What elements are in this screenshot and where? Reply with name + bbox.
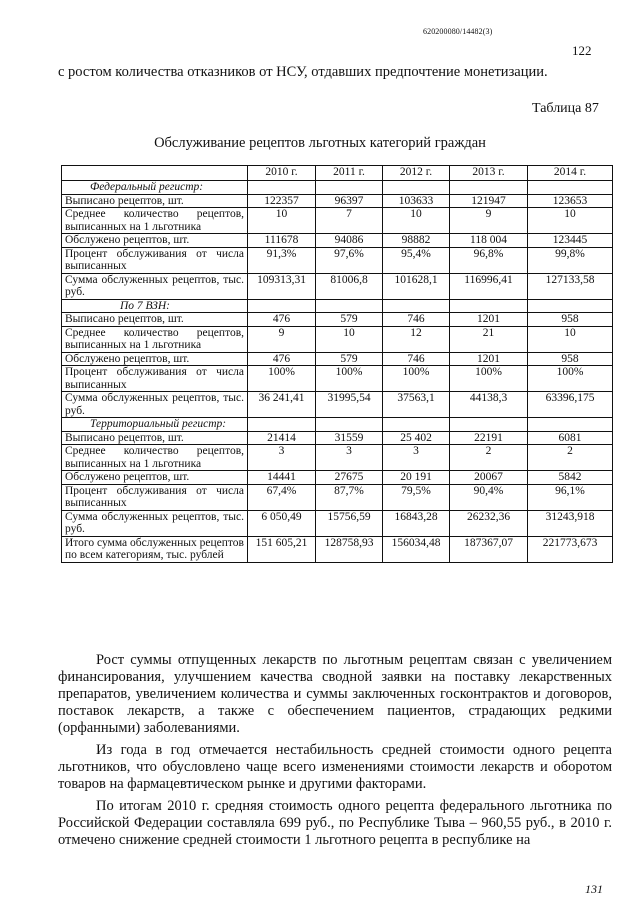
total-value-cell: 151 605,21	[248, 536, 316, 562]
value-cell: 100%	[316, 366, 383, 392]
table-row	[62, 234, 613, 248]
value-cell: 96397	[316, 194, 383, 208]
column-header: 2010 г.	[248, 166, 316, 181]
value-cell: 2	[450, 445, 528, 471]
section-title: Федеральный регистр:	[62, 181, 248, 195]
body-text	[58, 652, 612, 849]
value-cell: 99,8%	[528, 247, 613, 273]
row-label: Среднее количество рецептов, выписанных на 1 льготника	[62, 326, 248, 352]
table-row	[62, 392, 613, 418]
value-cell: 123445	[528, 234, 613, 248]
table-header-row	[62, 166, 613, 181]
value-cell: 14441	[248, 471, 316, 485]
row-label: Сумма обслуженных рецептов, тыс. руб.	[62, 273, 248, 299]
value-cell: 21414	[248, 431, 316, 445]
empty-cell	[450, 299, 528, 313]
table-row	[62, 510, 613, 536]
prescriptions-table	[61, 165, 613, 563]
empty-cell	[383, 299, 450, 313]
value-cell: 118 004	[450, 234, 528, 248]
column-header: 2012 г.	[383, 166, 450, 181]
empty-cell	[528, 418, 613, 432]
value-cell: 100%	[383, 366, 450, 392]
row-label: Процент обслуживания от числа выписанных	[62, 366, 248, 392]
column-header: 2011 г.	[316, 166, 383, 181]
value-cell: 121947	[450, 194, 528, 208]
value-cell: 81006,8	[316, 273, 383, 299]
value-cell: 96,1%	[528, 484, 613, 510]
table-row	[62, 352, 613, 366]
row-label: Выписано рецептов, шт.	[62, 313, 248, 327]
section-title: По 7 ВЗН:	[62, 299, 248, 313]
column-header: 2014 г.	[528, 166, 613, 181]
value-cell: 746	[383, 352, 450, 366]
total-value-cell: 187367,07	[450, 536, 528, 562]
value-cell: 31559	[316, 431, 383, 445]
value-cell: 94086	[316, 234, 383, 248]
value-cell: 37563,1	[383, 392, 450, 418]
value-cell: 31995,54	[316, 392, 383, 418]
value-cell: 127133,58	[528, 273, 613, 299]
table-title: Обслуживание рецептов льготных категорий граждан	[154, 135, 486, 151]
value-cell: 22191	[450, 431, 528, 445]
value-cell: 3	[316, 445, 383, 471]
value-cell: 20067	[450, 471, 528, 485]
value-cell: 10	[383, 208, 450, 234]
value-cell: 67,4%	[248, 484, 316, 510]
table-row	[62, 366, 613, 392]
value-cell: 7	[316, 208, 383, 234]
empty-cell	[316, 418, 383, 432]
value-cell: 16843,28	[383, 510, 450, 536]
value-cell: 1201	[450, 313, 528, 327]
total-value-cell: 221773,673	[528, 536, 613, 562]
row-label: Выписано рецептов, шт.	[62, 431, 248, 445]
row-label: Выписано рецептов, шт.	[62, 194, 248, 208]
value-cell: 109313,31	[248, 273, 316, 299]
value-cell: 6081	[528, 431, 613, 445]
value-cell: 10	[248, 208, 316, 234]
value-cell: 87,7%	[316, 484, 383, 510]
value-cell: 79,5%	[383, 484, 450, 510]
empty-cell	[528, 181, 613, 195]
empty-cell	[316, 181, 383, 195]
value-cell: 476	[248, 313, 316, 327]
value-cell: 6 050,49	[248, 510, 316, 536]
row-label: Среднее количество рецептов, выписанных на 1 льготника	[62, 208, 248, 234]
table-row	[62, 273, 613, 299]
empty-cell	[528, 299, 613, 313]
value-cell: 10	[528, 326, 613, 352]
value-cell: 100%	[450, 366, 528, 392]
empty-cell	[450, 181, 528, 195]
value-cell: 476	[248, 352, 316, 366]
section-row	[62, 418, 613, 432]
row-label: Процент обслуживания от числа выписанных	[62, 484, 248, 510]
total-label: Итого сумма обслуженных рецептов по всем категориям, тыс. рублей	[62, 536, 248, 562]
value-cell: 12	[383, 326, 450, 352]
value-cell: 579	[316, 352, 383, 366]
value-cell: 10	[316, 326, 383, 352]
page-number: 122	[572, 43, 592, 58]
row-label: Процент обслуживания от числа выписанных	[62, 247, 248, 273]
paragraph: Рост суммы отпущенных лекарств по льготным рецептам связан с увеличением финансирования, улучшением качества сводной заявки на поставку лекарственных препаратов, увеличением количества и суммы заключенных госконтрактов и договоров, поставок лекарств, а также с обеспечением пациентов, страдающих редкими (орфанными) заболеваниями.	[58, 652, 612, 736]
value-cell: 9	[450, 208, 528, 234]
table-row	[62, 194, 613, 208]
row-label: Обслужено рецептов, шт.	[62, 234, 248, 248]
table-row	[62, 326, 613, 352]
table-label: Таблица 87	[532, 101, 599, 116]
value-cell: 3	[383, 445, 450, 471]
value-cell: 63396,175	[528, 392, 613, 418]
row-label: Среднее количество рецептов, выписанных на 1 льготника	[62, 445, 248, 471]
value-cell: 90,4%	[450, 484, 528, 510]
value-cell: 958	[528, 352, 613, 366]
empty-cell	[248, 299, 316, 313]
value-cell: 44138,3	[450, 392, 528, 418]
value-cell: 958	[528, 313, 613, 327]
value-cell: 101628,1	[383, 273, 450, 299]
empty-cell	[316, 299, 383, 313]
value-cell: 26232,36	[450, 510, 528, 536]
value-cell: 9	[248, 326, 316, 352]
row-label: Сумма обслуженных рецептов, тыс. руб.	[62, 510, 248, 536]
value-cell: 2	[528, 445, 613, 471]
value-cell: 1201	[450, 352, 528, 366]
value-cell: 31243,918	[528, 510, 613, 536]
table-row	[62, 471, 613, 485]
value-cell: 95,4%	[383, 247, 450, 273]
column-header: 2013 г.	[450, 166, 528, 181]
value-cell: 36 241,41	[248, 392, 316, 418]
table-row	[62, 313, 613, 327]
value-cell: 97,6%	[316, 247, 383, 273]
row-label: Сумма обслуженных рецептов, тыс. руб.	[62, 392, 248, 418]
section-row	[62, 299, 613, 313]
value-cell: 27675	[316, 471, 383, 485]
total-value-cell: 128758,93	[316, 536, 383, 562]
value-cell: 5842	[528, 471, 613, 485]
paragraph: По итогам 2010 г. средняя стоимость одного рецепта федерального льготника по Российской Федерации составляла 699 руб., по Республике Тыва – 960,55 руб., в 2010 г. отмечено снижение средней стоимости 1 льготного рецепта в республике на	[58, 798, 612, 848]
empty-cell	[248, 181, 316, 195]
value-cell: 100%	[528, 366, 613, 392]
empty-cell	[383, 418, 450, 432]
value-cell: 20 191	[383, 471, 450, 485]
value-cell: 3	[248, 445, 316, 471]
value-cell: 122357	[248, 194, 316, 208]
value-cell: 116996,41	[450, 273, 528, 299]
paragraph: Из года в год отмечается нестабильность средней стоимости одного рецепта льготников, что обусловлено чаще всего изменениями стоимости лекарств и оборотом товаров на фармацевтическом рынке и другими факторами.	[58, 742, 612, 792]
section-title: Территориальный регистр:	[62, 418, 248, 432]
table-row	[62, 247, 613, 273]
value-cell: 15756,59	[316, 510, 383, 536]
empty-cell	[450, 418, 528, 432]
handwritten-page-mark: 131	[585, 882, 603, 896]
header-blank	[62, 166, 248, 181]
document-code: 620200080/14482(3)	[423, 27, 493, 36]
value-cell: 21	[450, 326, 528, 352]
row-label: Обслужено рецептов, шт.	[62, 471, 248, 485]
total-value-cell: 156034,48	[383, 536, 450, 562]
value-cell: 96,8%	[450, 247, 528, 273]
table-row	[62, 431, 613, 445]
table-row	[62, 208, 613, 234]
value-cell: 10	[528, 208, 613, 234]
empty-cell	[248, 418, 316, 432]
table-row	[62, 445, 613, 471]
row-label: Обслужено рецептов, шт.	[62, 352, 248, 366]
value-cell: 98882	[383, 234, 450, 248]
section-row	[62, 181, 613, 195]
empty-cell	[383, 181, 450, 195]
value-cell: 746	[383, 313, 450, 327]
value-cell: 111678	[248, 234, 316, 248]
value-cell: 103633	[383, 194, 450, 208]
value-cell: 100%	[248, 366, 316, 392]
value-cell: 91,3%	[248, 247, 316, 273]
value-cell: 123653	[528, 194, 613, 208]
total-row	[62, 536, 613, 562]
table-row	[62, 484, 613, 510]
value-cell: 579	[316, 313, 383, 327]
value-cell: 25 402	[383, 431, 450, 445]
intro-line: с ростом количества отказников от НСУ, отдавших предпочтение монетизации.	[58, 64, 548, 80]
